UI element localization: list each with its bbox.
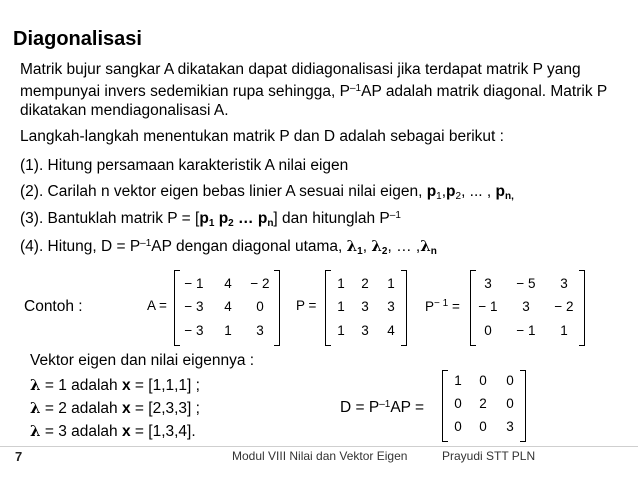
matrix-d-label-part2: AP =	[390, 399, 425, 416]
matrix-cell: 1	[224, 323, 232, 338]
eigen-item-pre: = 1 adalah	[40, 377, 122, 394]
matrix-d-label-part1: D = P	[340, 399, 380, 416]
matrix-cell: − 1	[516, 323, 536, 338]
step-1: (1). Hitung persamaan karakteristik A nilai eigen	[20, 157, 349, 174]
eigen-item-pre: = 2 adalah	[40, 400, 122, 417]
matrix-cell: 0	[506, 396, 514, 411]
matrix-cell: 0	[479, 419, 487, 434]
step-3-sub2: 2	[228, 218, 234, 229]
step-3	[20, 210, 401, 229]
matrix-cell: 3	[387, 299, 395, 314]
step-3-text: (3). Bantuklah matrik P = [	[20, 210, 200, 227]
matrix-cell: 1	[560, 323, 568, 338]
matrix-cell: 1	[454, 373, 462, 388]
step-3-p2: p	[218, 210, 229, 227]
matrix-cell: − 2	[554, 299, 574, 314]
step-4-sub2: 2	[381, 246, 388, 257]
matrix-cell: 0	[256, 299, 264, 314]
matrix-cell: 1	[337, 276, 345, 291]
matrix-cell: 3	[361, 299, 369, 314]
vector-x-symbol: x	[121, 377, 131, 394]
step-3-text2: ] dan hitunglah P	[273, 210, 390, 227]
step-2: (2). Carilah n vektor eigen bebas linier A sesuai nilai eigen, $p_1,p_2$, ... , $p_{n,}$	[20, 183, 514, 202]
matrix-cell: − 3	[184, 323, 204, 338]
eigen-item-2	[30, 399, 200, 418]
matrix-cell: 0	[454, 419, 462, 434]
matrix-pinv	[470, 270, 585, 346]
eigen-item-post: = [1,3,4].	[130, 423, 196, 440]
matrix-cell: 4	[387, 323, 395, 338]
lambda-symbol: λ	[30, 376, 41, 394]
footer-author: Prayudi STT PLN	[442, 449, 536, 463]
matrix-p	[325, 270, 407, 346]
step-4-sup: –1	[140, 238, 152, 249]
page-number: 7	[15, 449, 23, 464]
matrix-cell: 1	[337, 323, 345, 338]
matrix-cell: − 1	[478, 299, 498, 314]
step-2-subn: n,	[504, 191, 514, 202]
definition-part2: AP adalah matrik diagonal. Matrik P dikatakan mendiagonalisasi A.	[20, 83, 607, 119]
step-2-p2: p	[446, 183, 456, 200]
matrix-cell: 3	[560, 276, 568, 291]
step-4-text: (4). Hitung, D = P	[20, 238, 141, 255]
matrix-cell: 4	[224, 299, 232, 314]
matrix-cell: 0	[506, 373, 514, 388]
page-title: Diagonalisasi	[13, 28, 142, 50]
step-3-dots: …	[233, 210, 258, 227]
matrix-pinv-label	[425, 298, 460, 314]
matrix-pinv-sup: − 1	[434, 298, 449, 309]
matrix-pinv-p: P	[425, 299, 435, 314]
lambda-n-symbol: λ	[420, 237, 431, 255]
matrix-cell: 0	[479, 373, 487, 388]
step-2-pn: p	[495, 183, 505, 200]
matrix-a-label: A =	[147, 298, 167, 313]
step-3-p1: p	[199, 210, 209, 227]
matrix-cell: 3	[484, 276, 492, 291]
definition-paragraph	[20, 60, 630, 120]
vector-x-symbol: x	[121, 400, 131, 417]
step-3-sub1: 1	[208, 218, 215, 229]
eigen-item-post: = [2,3,3] ;	[130, 400, 200, 417]
matrix-cell: 1	[387, 276, 395, 291]
lambda-symbol: λ	[30, 399, 41, 417]
eigen-item-1	[30, 376, 200, 395]
inverse-superscript: –1	[349, 83, 362, 94]
eigen-item-3	[30, 422, 196, 441]
matrix-cell: 2	[479, 396, 487, 411]
matrix-cell: − 1	[184, 276, 204, 291]
step-4-text2: AP dengan diagonal utama,	[151, 238, 347, 255]
matrix-cell: 0	[454, 396, 462, 411]
lambda-symbol: λ	[30, 422, 41, 440]
matrix-d-sup: –1	[379, 399, 391, 410]
step-3-pn: p	[257, 210, 268, 227]
matrix-pinv-eq: =	[451, 299, 460, 314]
matrix-cell: 0	[484, 323, 492, 338]
eigen-title: Vektor eigen dan nilai eigennya :	[30, 352, 255, 369]
step-3-subn: n	[267, 218, 274, 229]
lambda-2-symbol: λ	[371, 237, 382, 255]
matrix-cell: 4	[224, 276, 232, 291]
step-2-p1: p	[426, 183, 437, 200]
lambda-1-symbol: λ	[346, 237, 358, 255]
footer-module: Modul VIII Nilai dan Vektor Eigen	[232, 449, 408, 463]
step-4-dots: , … ,	[387, 238, 421, 255]
matrix-cell: 2	[361, 276, 369, 291]
step-2-mid: , ... ,	[461, 183, 496, 200]
matrix-cell: 1	[337, 299, 345, 314]
step-2-sub2: 2	[455, 191, 462, 202]
step-4-subn: n	[430, 246, 437, 257]
matrix-cell: 3	[256, 323, 264, 338]
matrix-cell: 3	[361, 323, 369, 338]
matrix-a-right-bracket	[274, 270, 280, 346]
steps-intro: Langkah-langkah menentukan matrik P dan D adalah sebagai berikut :	[20, 128, 504, 145]
definition-part1: Matrik bujur sangkar A dikatakan dapat didiagonalisasi jika terdapat matrik P yang mempunyai invers sedemikian rupa sehingga, P	[20, 61, 581, 100]
matrix-d	[442, 370, 526, 442]
step-4: (4). Hitung, $D = P^{-1}AP$ dengan diagonal utama, $\lambda_1$, $\lambda_2$, … $,\lambda_n$	[20, 237, 437, 257]
eigen-item-post: = [1,1,1] ;	[130, 377, 200, 394]
matrix-d-label	[340, 399, 424, 417]
matrix-a	[174, 270, 280, 346]
step-4-sub1: 1	[357, 246, 363, 257]
step-3-sup: –1	[389, 210, 401, 221]
matrix-cell: − 3	[184, 299, 204, 314]
matrix-pinv-right-bracket	[579, 270, 585, 346]
matrix-cell: 3	[522, 299, 530, 314]
step-2-sub1: 1	[436, 191, 442, 202]
matrix-cell: 3	[506, 419, 514, 434]
example-label: Contoh :	[24, 298, 83, 315]
matrix-cell: − 2	[250, 276, 270, 291]
vector-x-symbol: x	[121, 423, 131, 440]
step-2-text: (2). Carilah n vektor eigen bebas linier A sesuai nilai eigen,	[20, 183, 427, 200]
footer-divider	[0, 446, 638, 447]
matrix-p-label: P =	[296, 298, 317, 313]
matrix-cell: − 5	[516, 276, 536, 291]
eigen-item-pre: = 3 adalah	[40, 423, 122, 440]
